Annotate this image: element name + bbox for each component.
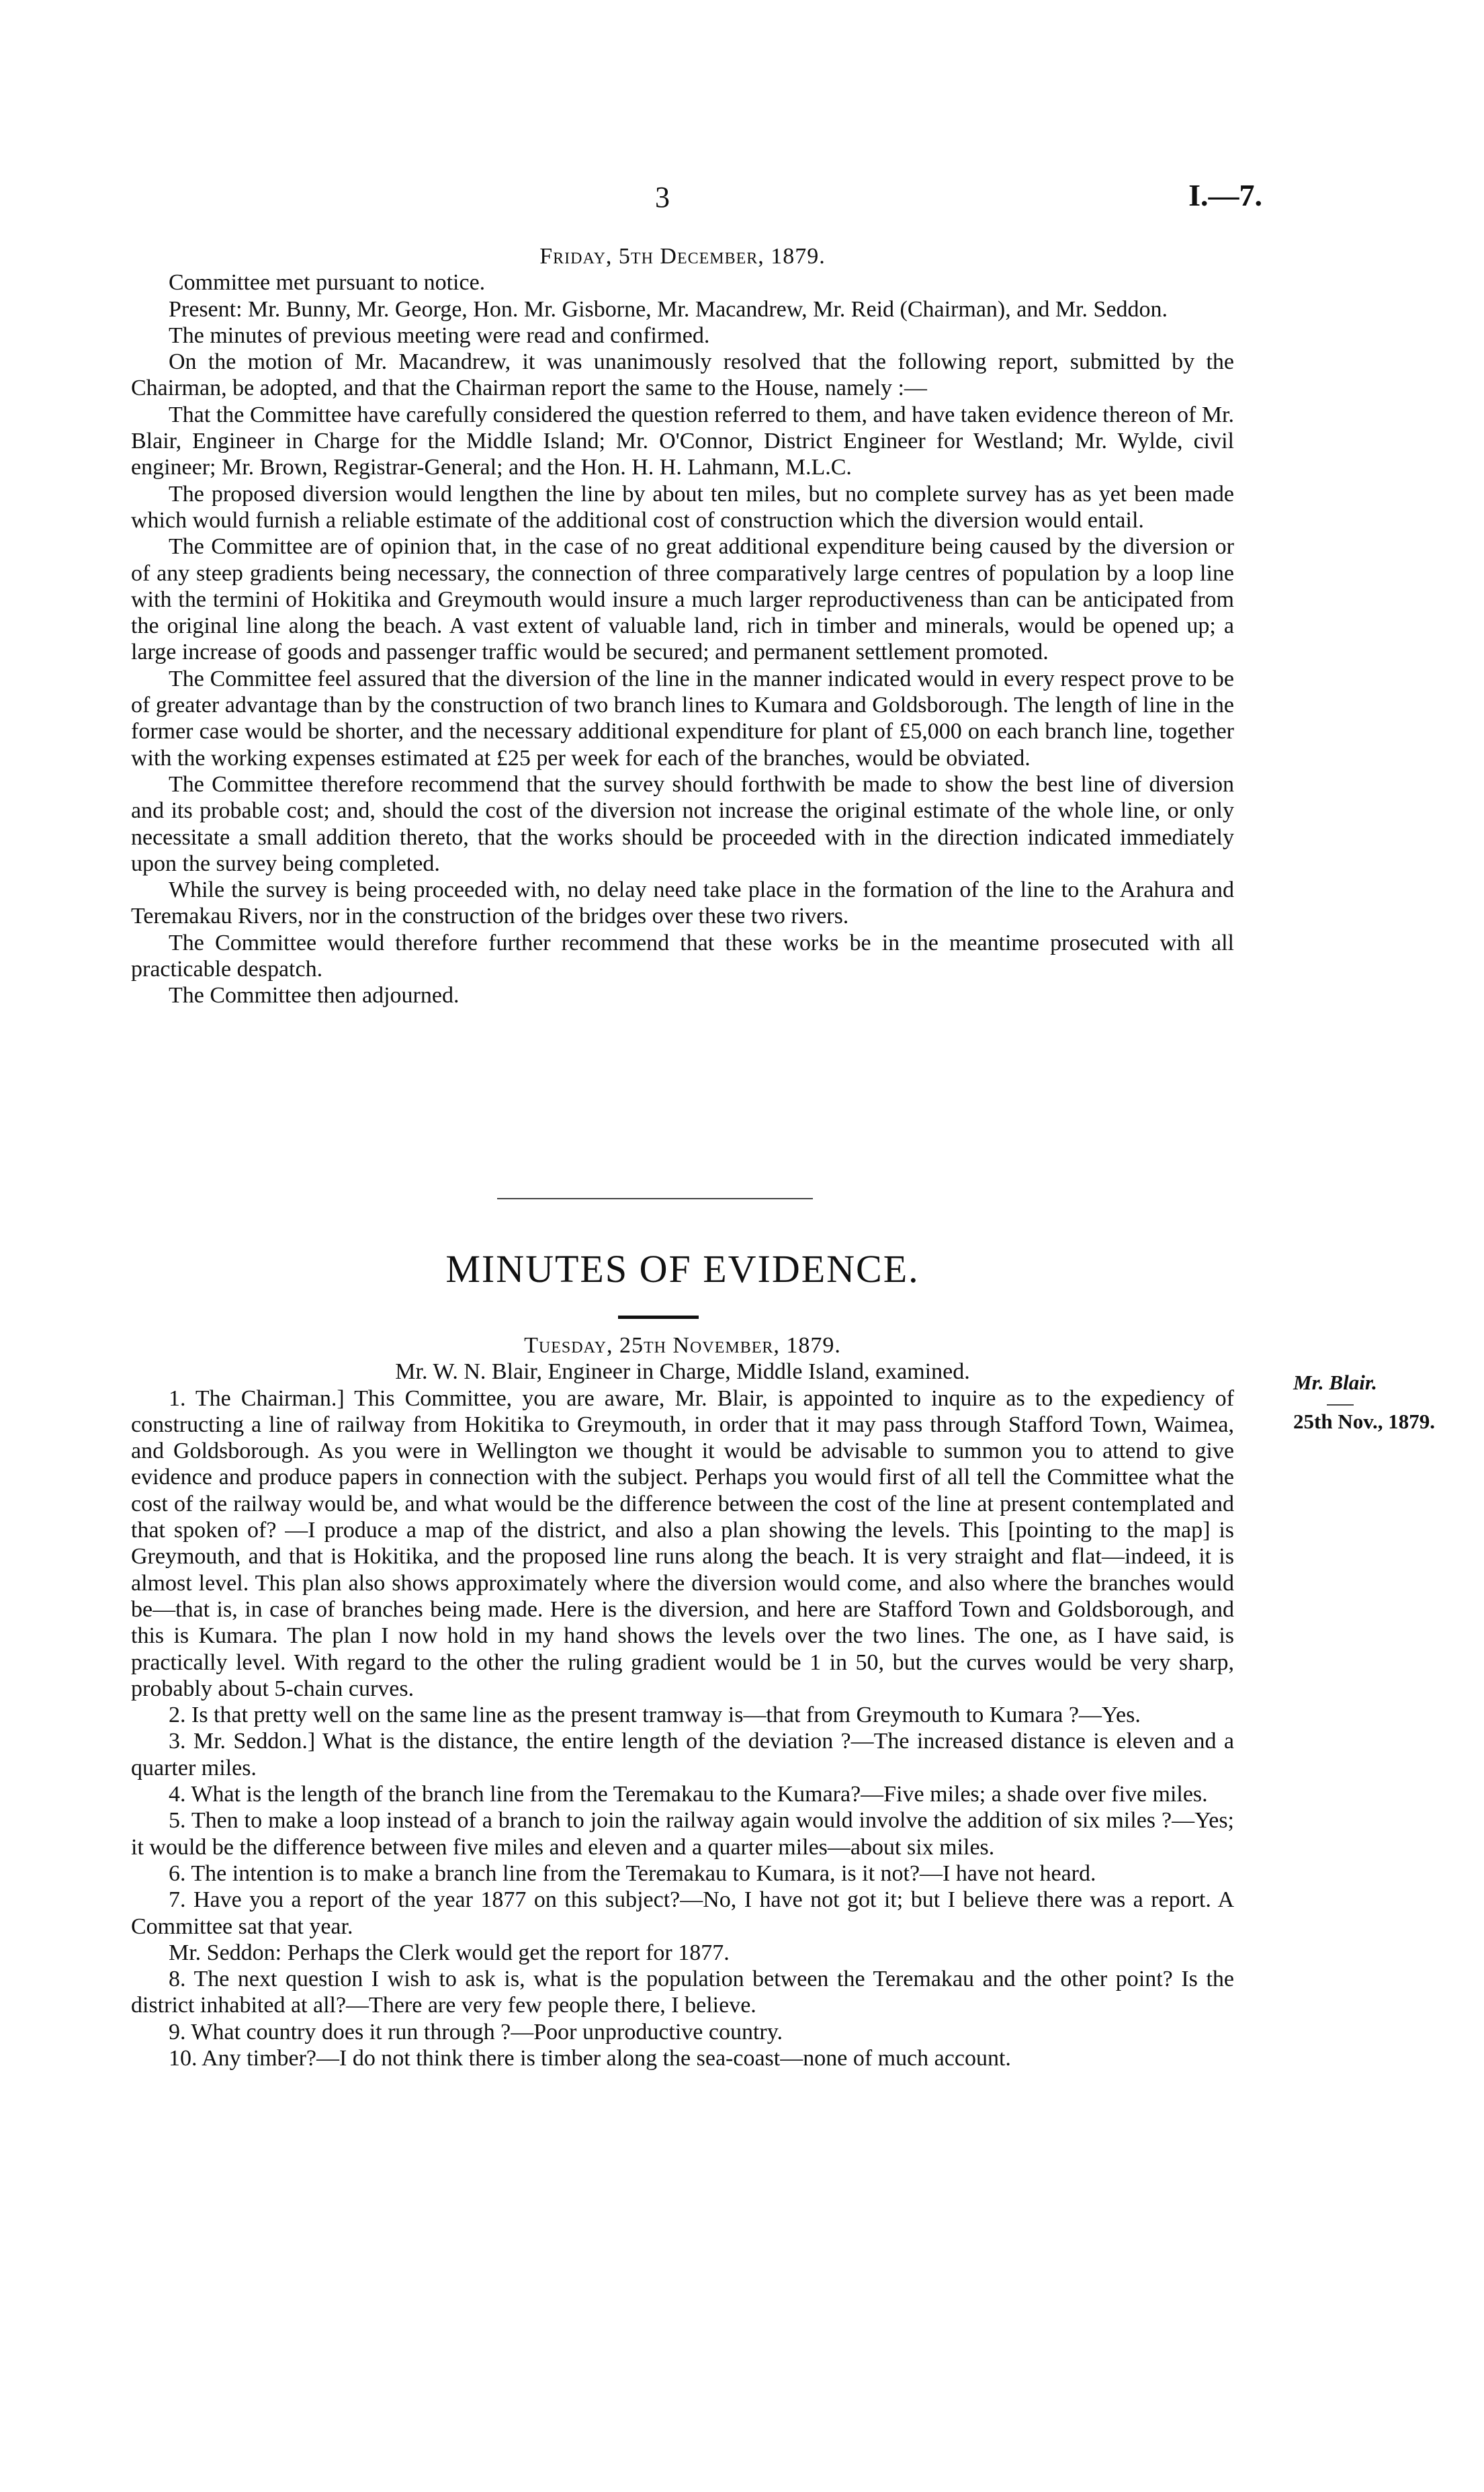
- margin-rule: [1327, 1404, 1354, 1406]
- minutes-paragraph: Present: Mr. Bunny, Mr. George, Hon. Mr. Gisborne, Mr. Macandrew, Mr. Reid (Chairman), and Mr. Seddon.: [169, 296, 1168, 322]
- evidence-paragraph: 7. Have you a report of the year 1877 on this subject?—No, I have not got it; but I believe there was a report. A Committee sat that year.: [131, 1887, 1234, 1939]
- evidence-paragraph: 4. What is the length of the branch line from the Teremakau to the Kumara?—Five miles; a shade over five miles.: [169, 1782, 1208, 1807]
- witness-line: Mr. W. N. Blair, Engineer in Charge, Middle Island, examined.: [395, 1359, 970, 1385]
- evidence-date: Tuesday, 25th November, 1879.: [524, 1333, 841, 1358]
- margin-witness-name: Mr. Blair.: [1293, 1371, 1377, 1394]
- minutes-paragraph: The minutes of previous meeting were read and confirmed.: [169, 323, 710, 348]
- evidence-paragraph: 2. Is that pretty well on the same line as the present tramway is—that from Greymouth to Kumara ?—Yes.: [169, 1703, 1141, 1728]
- evidence-paragraph: 8. The next question I wish to ask is, what is the population between the Teremakau and the other point? Is the district inhabited at all?—There are very few people there, I believe.: [131, 1967, 1234, 2018]
- evidence-heading: MINUTES OF EVIDENCE.: [445, 1247, 920, 1291]
- minutes-paragraph: The proposed diversion would lengthen the line by about ten miles, but no complete survey has as yet been made which would furnish a reliable estimate of the additional cost of construction which the diversion would entail.: [131, 481, 1234, 533]
- minutes-paragraph: Committee met pursuant to notice.: [169, 270, 486, 296]
- evidence-paragraph: 10. Any timber?—I do not think there is timber along the sea-coast—none of much account.: [169, 2046, 1011, 2071]
- document-code: I.—7.: [1188, 178, 1262, 212]
- minutes-paragraph: The Committee then adjourned.: [169, 983, 460, 1008]
- minutes-section: [131, 243, 1234, 1009]
- minutes-date: Friday, 5th December, 1879.: [539, 244, 826, 269]
- evidence-paragraph: Mr. Seddon: Perhaps the Clerk would get the report for 1877.: [169, 1940, 730, 1965]
- minutes-paragraph: The Committee are of opinion that, in the case of no great additional expenditure being caused by the diversion or of any steep gradients being necessary, the connection of three comparatively large centres of population by a loop line with the termini of Hokitika and Greymouth would insure a much larger reproductiveness than can be anticipated from the original line along the beach. A vast extent of valuable land, rich in timber and minerals, would be opened up; a large increase of goods and passenger traffic would be secured; and permanent settlement promoted.: [131, 534, 1234, 665]
- evidence-paragraph: 5. Then to make a loop instead of a branch to join the railway again would involve the addition of six miles ?—Yes; it would be the difference between five miles and eleven and a quarter miles—about six miles.: [131, 1808, 1234, 1860]
- minutes-paragraph: That the Committee have carefully considered the question referred to them, and have taken evidence thereon of Mr. Blair, Engineer in Charge for the Middle Island; Mr. O'Connor, District Engineer for Westland; Mr. Wylde, civil engineer; Mr. Brown, Registrar-General; and the Hon. H. H. Lahmann, M.L.C.: [131, 402, 1234, 480]
- minutes-paragraph: While the survey is being proceeded with, no delay need take place in the formation of the line to the Arahura and Teremakau Rivers, nor in the construction of the bridges over these two rivers.: [131, 877, 1234, 929]
- margin-date: 25th Nov., 1879.: [1293, 1410, 1435, 1433]
- minutes-paragraph: On the motion of Mr. Macandrew, it was unanimously resolved that the following report, submitted by the Chairman, be adopted, and that the Chairman report the same to the House, namely :—: [131, 349, 1234, 401]
- evidence-paragraph: 3. Mr. Seddon.] What is the distance, the entire length of the deviation ?—The increased distance is eleven and a quarter miles.: [131, 1729, 1234, 1780]
- evidence-paragraph: 1. The Chairman.] This Committee, you are aware, Mr. Blair, is appointed to inquire as to the expediency of constructing a line of railway from Hokitika to Greymouth, in order that it may pass through Stafford Town, Waimea, and Goldsborough. As you were in Wellington we thought it would be advisable to summon you to attend to give evidence and produce papers in connection with the subject. Perhaps you would first of all tell the Committee what the cost of the railway would be, and what would be the difference between the cost of the line at present contemplated and that spoken of? —I produce a map of the district, and also a plan showing the levels. This [pointing to the map] is Greymouth, and that is Hokitika, and the proposed line runs along the beach. It is very straight and flat—indeed, it is almost level. This plan also shows approximately where the diversion would come, and also where the branches would be—that is, in case of branches being made. Here is the diversion, and here are Stafford Town and Goldsborough, and this is Kumara. The plan I now hold in my hand shows the levels over the two lines. The one, as I have said, is practically level. With regard to the other the ruling gradient would be 1 in 50, but the curves would be very sharp, probably about 5-chain curves.: [131, 1385, 1234, 1701]
- evidence-paragraph: 9. What country does it run through ?—Poor unproductive country.: [169, 2019, 783, 2045]
- evidence-paragraph: 6. The intention is to make a branch line from the Teremakau to Kumara, is it not?—I have not heard.: [169, 1860, 1096, 1886]
- minutes-paragraph: The Committee therefore recommend that the survey should forthwith be made to show the best line of diversion and its probable cost; and, should the cost of the diversion not increase the original estimate of the whole line, or only necessitate a small addition thereto, that the works should be proceeded with in the direction indicated immediately upon the survey being completed.: [131, 771, 1234, 876]
- minutes-paragraph: The Committee feel assured that the diversion of the line in the manner indicated would in every respect prove to be of greater advantage than by the construction of two branch lines to Kumara and Goldsborough. The length of line in the former case would be shorter, and the necessary additional expenditure for plant of £5,000 on each branch line, together with the working expenses estimated at £25 per week for each of the branches, would be obviated.: [131, 666, 1234, 771]
- section-divider: [497, 1198, 813, 1199]
- heading-underline: [618, 1316, 699, 1319]
- evidence-section: [131, 1332, 1234, 2071]
- minutes-paragraph: The Committee would therefore further recommend that these works be in the meantime prosecuted with all practicable despatch.: [131, 930, 1234, 982]
- page-number: 3: [655, 181, 670, 214]
